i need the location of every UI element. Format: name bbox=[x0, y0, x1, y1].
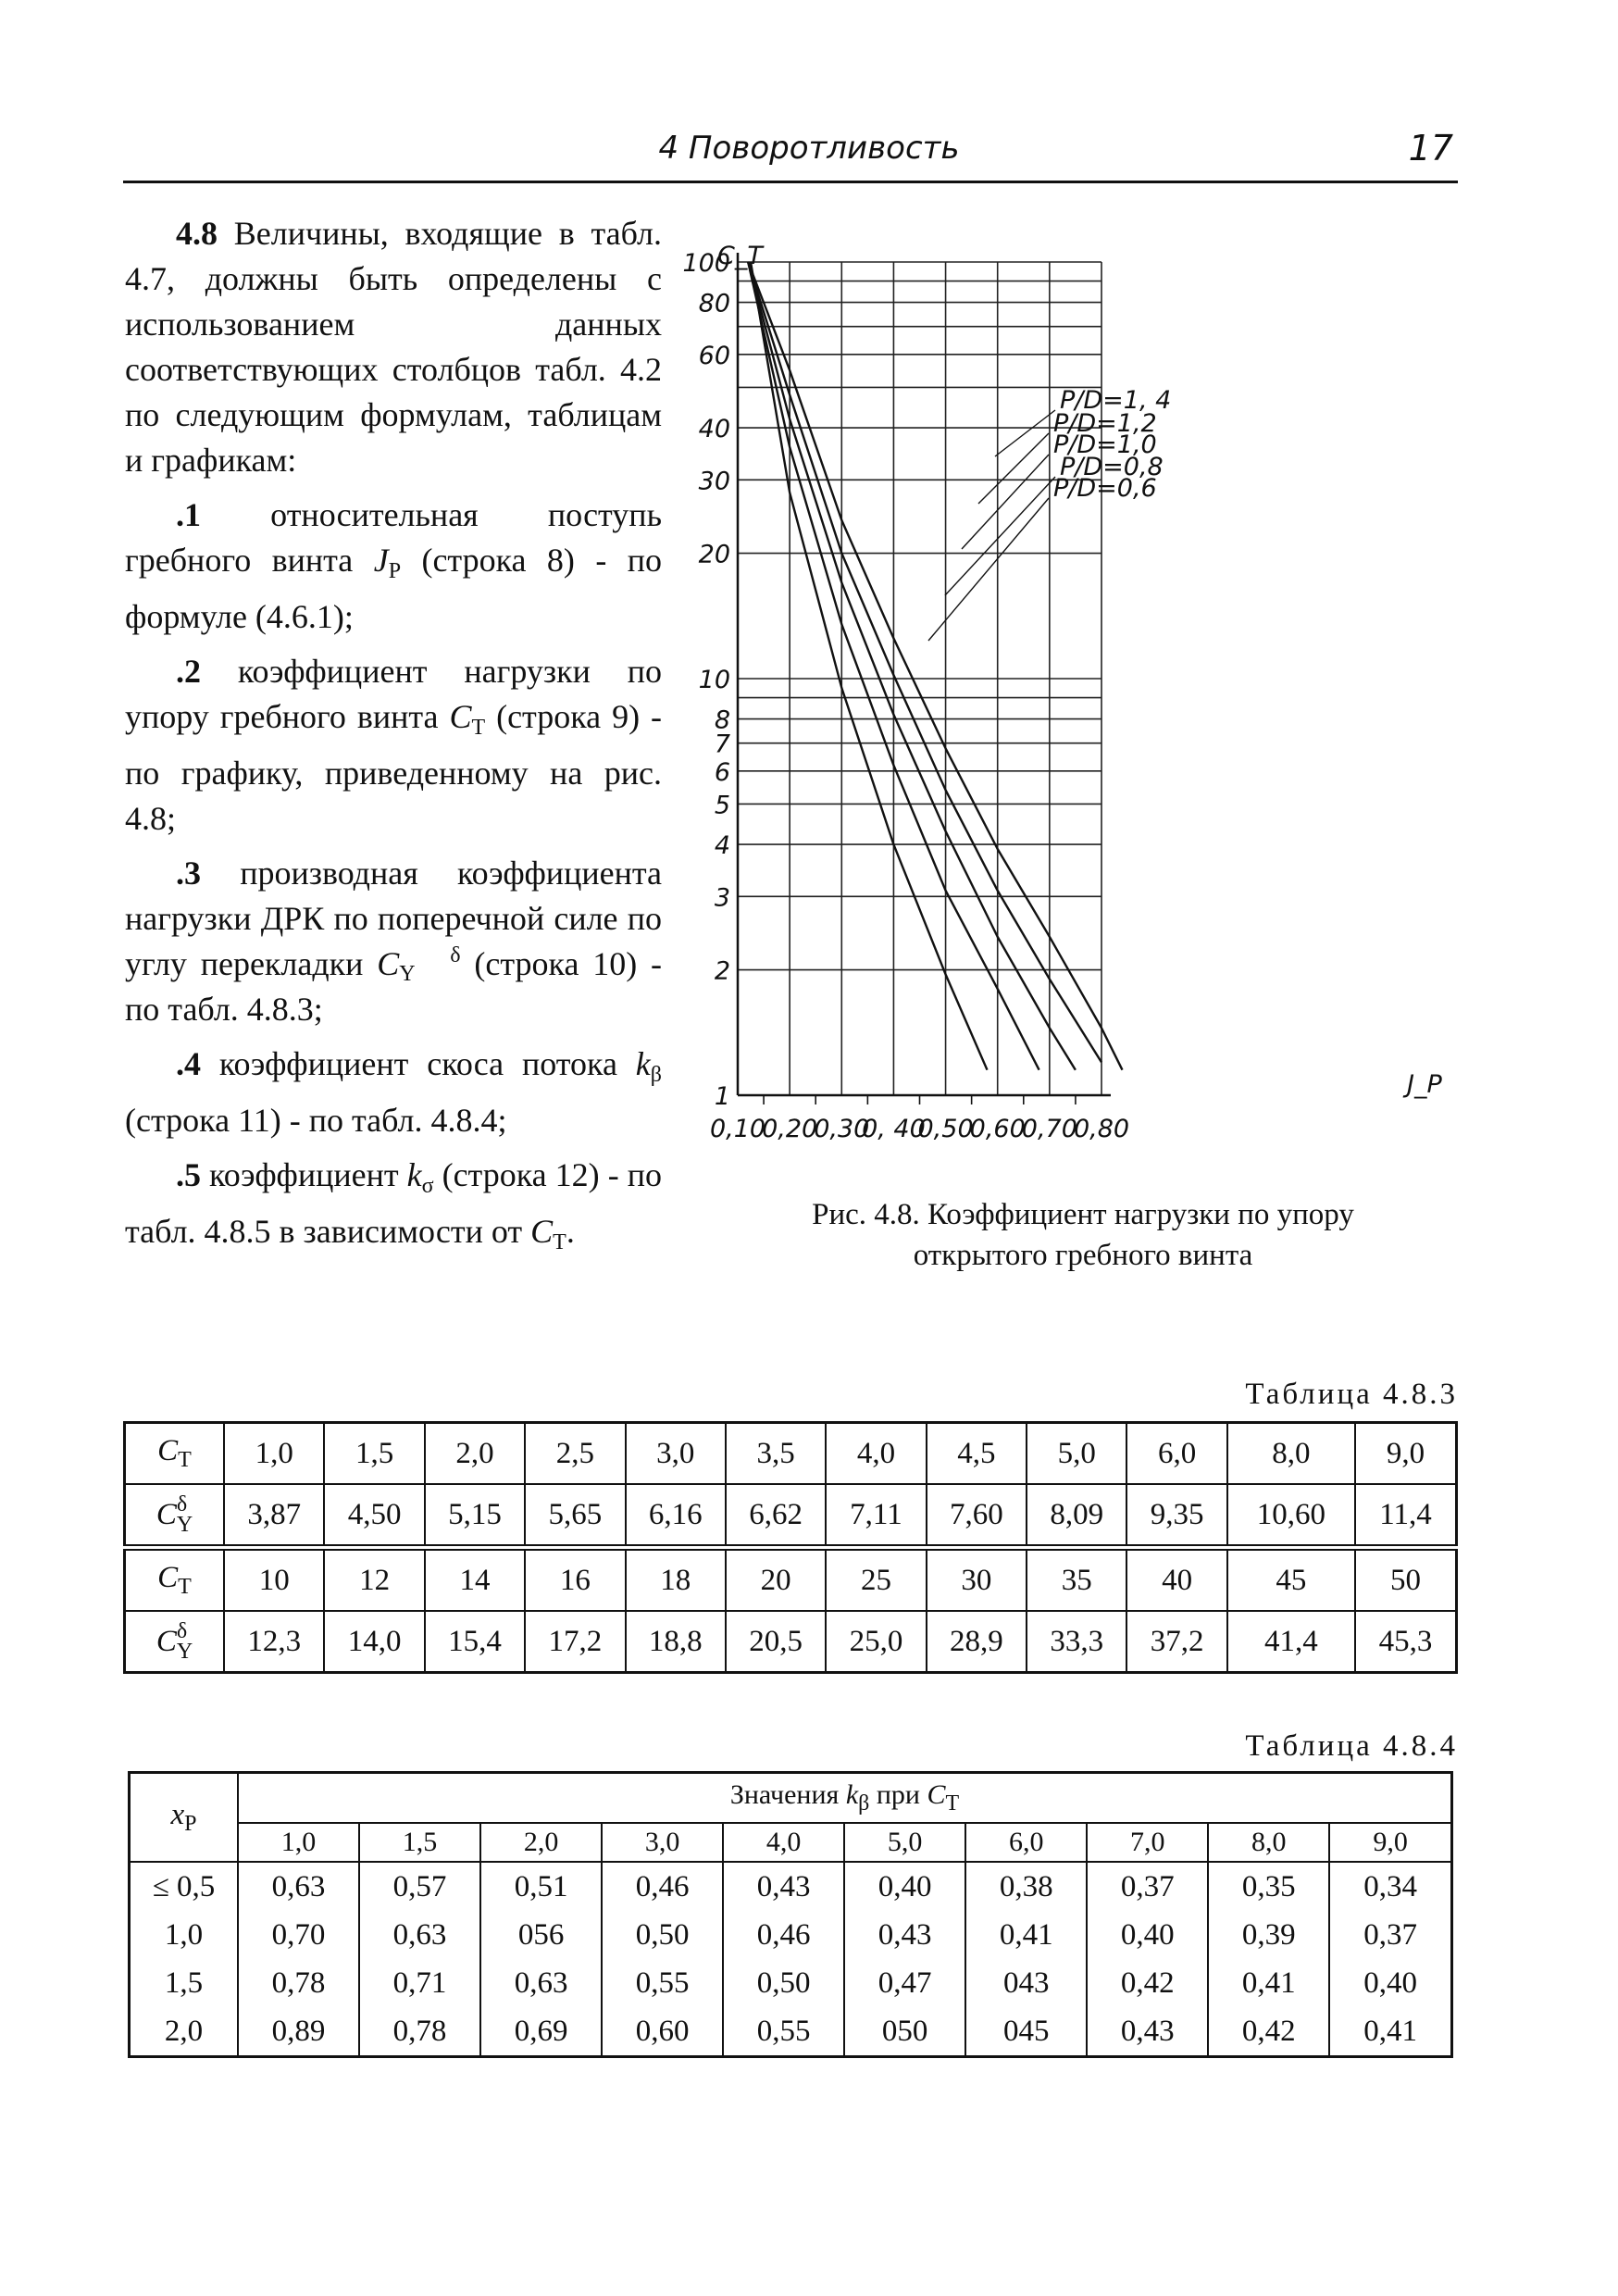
table-cell: 40 bbox=[1126, 1548, 1226, 1612]
table-cell: 0,55 bbox=[602, 1959, 723, 2007]
table-cell: 45,3 bbox=[1355, 1611, 1456, 1673]
table-cell: 9,0 bbox=[1355, 1423, 1456, 1485]
table-cell: 0,46 bbox=[602, 1862, 723, 1911]
table-cell: 0,41 bbox=[1329, 2007, 1451, 2057]
table-cell: 2,0 bbox=[425, 1423, 525, 1485]
curve-3 bbox=[748, 262, 1076, 1070]
symbol-sub: Y bbox=[399, 962, 416, 986]
y-tick-label: 1 bbox=[714, 1082, 730, 1111]
table-cell: 0,47 bbox=[844, 1959, 965, 2007]
table-cell: 4,50 bbox=[324, 1484, 424, 1548]
column-header: 6,0 bbox=[965, 1823, 1087, 1862]
table-cell: 25 bbox=[826, 1548, 926, 1612]
table-cell: 3,87 bbox=[224, 1484, 324, 1548]
item-4 bbox=[125, 1042, 662, 1143]
table-cell: 0,41 bbox=[965, 1911, 1087, 1959]
table-cell: 8,09 bbox=[1027, 1484, 1126, 1548]
item-1 bbox=[125, 493, 662, 640]
table-cell: 1,5 bbox=[324, 1423, 424, 1485]
table-cell: 0,41 bbox=[1208, 1959, 1329, 2007]
table-cell: 20 bbox=[726, 1548, 826, 1612]
head-sub: β bbox=[858, 1791, 870, 1816]
symbol: J bbox=[373, 542, 389, 579]
table-cell: 45 bbox=[1227, 1548, 1355, 1612]
column-header: 8,0 bbox=[1208, 1823, 1329, 1862]
section-text bbox=[125, 211, 662, 1275]
table-cell: 0,63 bbox=[238, 1862, 359, 1911]
item-text: (строка 8) - по формуле (4.6.1); bbox=[125, 542, 662, 635]
group-head-text: Значения bbox=[729, 1779, 846, 1810]
running-header-title: 4 Поворотливость bbox=[658, 130, 960, 167]
table-cell: 17,2 bbox=[525, 1611, 625, 1673]
legend-label: P/D=0,8 bbox=[1060, 453, 1164, 481]
table-cell: 0,50 bbox=[723, 1959, 844, 2007]
symbol-sub: Р bbox=[388, 559, 402, 583]
header-rule bbox=[123, 181, 1458, 183]
item-text: . bbox=[566, 1213, 575, 1250]
table-cell: 30 bbox=[927, 1548, 1027, 1612]
table-cell: 0,40 bbox=[1087, 1911, 1208, 1959]
intro-paragraph bbox=[125, 211, 662, 483]
y-tick-label: 60 bbox=[698, 341, 730, 370]
table-cell: 8,0 bbox=[1227, 1423, 1355, 1485]
table-cell: 0,46 bbox=[723, 1911, 844, 1959]
column-header: 7,0 bbox=[1087, 1823, 1208, 1862]
table-cell: 0,42 bbox=[1087, 1959, 1208, 2007]
figure-caption-line-1: Рис. 4.8. Коэффициент нагрузки по упору bbox=[812, 1198, 1354, 1231]
y-tick-label: 3 bbox=[714, 883, 730, 913]
table-cell: 7,11 bbox=[826, 1484, 926, 1548]
item-text: относительная поступь гребного винта bbox=[125, 496, 662, 579]
table-cell: 16 bbox=[525, 1548, 625, 1612]
table-cell: 41,4 bbox=[1227, 1611, 1355, 1673]
table-cell: 0,40 bbox=[844, 1862, 965, 1911]
item-3 bbox=[125, 851, 662, 1032]
item-text: (строка 11) - по табл. 4.8.4; bbox=[125, 1102, 507, 1139]
table-cell: 0,89 bbox=[238, 2007, 359, 2057]
symbol-sup: δ bbox=[450, 943, 461, 967]
page-number: 17 bbox=[1408, 128, 1453, 168]
y-tick-label: 6 bbox=[714, 757, 730, 787]
curve-4 bbox=[748, 262, 1101, 1062]
table-cell: 18 bbox=[626, 1548, 726, 1612]
table-cell: 0,37 bbox=[1329, 1911, 1451, 1959]
table-cell: 0,43 bbox=[723, 1862, 844, 1911]
y-tick-label: 8 bbox=[714, 705, 730, 735]
table-cell: 50 bbox=[1355, 1548, 1456, 1612]
y-tick-label: 100 bbox=[682, 249, 730, 278]
table-cell: 14 bbox=[425, 1548, 525, 1612]
table-cell: 0,60 bbox=[602, 2007, 723, 2057]
y-tick-label: 20 bbox=[698, 540, 730, 569]
symbol: k bbox=[406, 1156, 422, 1193]
table-cell: 15,4 bbox=[425, 1611, 525, 1673]
table-cell: 35 bbox=[1027, 1548, 1126, 1612]
x-axis-label: J_Р bbox=[1407, 1070, 1442, 1099]
table-cell: 0,42 bbox=[1208, 2007, 1329, 2057]
table-cell: 0,35 bbox=[1208, 1862, 1329, 1911]
row-label: 2,0 bbox=[130, 2007, 239, 2057]
table-row bbox=[125, 1611, 1457, 1673]
table-cell: 0,63 bbox=[359, 1911, 480, 1959]
symbol-sub: σ bbox=[421, 1174, 434, 1198]
table-cell: 0,78 bbox=[238, 1959, 359, 2007]
legend-leader bbox=[945, 477, 1055, 595]
table-cell: 7,60 bbox=[927, 1484, 1027, 1548]
item-number: .1 bbox=[176, 496, 201, 533]
table-cell: 0,51 bbox=[480, 1862, 602, 1911]
table-cell: 25,0 bbox=[826, 1611, 926, 1673]
table-cell: 6,0 bbox=[1126, 1423, 1226, 1485]
table-cell: 0,63 bbox=[480, 1959, 602, 2007]
intro-text: Величины, входящие в табл. 4.7, должны быть определены с использованием данных соответствующих столбцов табл. 4.2 по следующим формулам, таблицам и графикам: bbox=[125, 215, 662, 479]
column-header: 3,0 bbox=[602, 1823, 723, 1862]
figure-caption bbox=[722, 1194, 1444, 1276]
legend-leader bbox=[995, 410, 1055, 456]
table-cell: 0,40 bbox=[1329, 1959, 1451, 2007]
table-cell: 0,43 bbox=[1087, 2007, 1208, 2057]
y-tick-label: 80 bbox=[698, 289, 730, 318]
column-header: 2,0 bbox=[480, 1823, 602, 1862]
table-cell: 0,69 bbox=[480, 2007, 602, 2057]
item-number: .4 bbox=[176, 1045, 201, 1082]
legend-label: P/D=0,6 bbox=[1053, 474, 1157, 503]
x-tick-label: 0,10 bbox=[709, 1115, 766, 1143]
x-tick-label: 0,50 bbox=[917, 1115, 974, 1143]
symbol-sub: Т bbox=[553, 1230, 566, 1254]
item-number: .2 bbox=[176, 653, 201, 690]
table-cell: 10,60 bbox=[1227, 1484, 1355, 1548]
symbol: C bbox=[377, 945, 400, 982]
table-cell: 0,43 bbox=[844, 1911, 965, 1959]
table-row bbox=[125, 1484, 1457, 1548]
legend-label: P/D=1,2 bbox=[1053, 409, 1157, 438]
table-row bbox=[130, 1862, 1452, 1911]
y-axis-label: C_Т bbox=[717, 242, 763, 270]
row-label-cy: Cδ Y bbox=[125, 1611, 225, 1673]
y-tick-label: 10 bbox=[698, 666, 730, 694]
item-5 bbox=[125, 1153, 662, 1266]
symbol-sub: Т bbox=[471, 716, 486, 740]
table-cell: 9,35 bbox=[1126, 1484, 1226, 1548]
table-4-8-4-caption: Таблица 4.8.4 bbox=[1245, 1729, 1458, 1763]
column-header: 1,5 bbox=[359, 1823, 480, 1862]
head-symbol: C bbox=[927, 1779, 946, 1810]
symbol-supsub bbox=[399, 943, 461, 986]
symbol: C bbox=[530, 1213, 554, 1250]
table-cell: 056 bbox=[480, 1911, 602, 1959]
column-header: 9,0 bbox=[1329, 1823, 1451, 1862]
table-4-8-3-caption: Таблица 4.8.3 bbox=[1245, 1378, 1458, 1411]
figure-caption-line-2: открытого гребного винта bbox=[913, 1239, 1253, 1272]
chart-curves bbox=[748, 262, 1122, 1070]
x-tick-label: 0,70 bbox=[1021, 1115, 1077, 1143]
head-sub: Р bbox=[184, 1812, 197, 1836]
row-label-ct: $C_Т$ bbox=[125, 1423, 225, 1485]
table-cell: 0,70 bbox=[238, 1911, 359, 1959]
symbol: k bbox=[635, 1045, 651, 1082]
table-cell: 4,0 bbox=[826, 1423, 926, 1485]
y-tick-label: 5 bbox=[714, 791, 730, 820]
column-header: 4,0 bbox=[723, 1823, 844, 1862]
table-4-8-4 bbox=[128, 1771, 1453, 2058]
table-cell: 6,62 bbox=[726, 1484, 826, 1548]
table-cell: 3,0 bbox=[626, 1423, 726, 1485]
y-tick-label: 2 bbox=[714, 956, 730, 986]
y-tick-label: 30 bbox=[698, 467, 730, 496]
y-tick-label: 4 bbox=[714, 831, 730, 861]
table-cell: 5,65 bbox=[525, 1484, 625, 1548]
row-label: 1,5 bbox=[130, 1959, 239, 2007]
thrust-coefficient-chart bbox=[682, 222, 1458, 1167]
table-cell: 0,50 bbox=[602, 1911, 723, 1959]
group-head-text: при bbox=[869, 1779, 927, 1810]
table-row bbox=[130, 1959, 1452, 2007]
table-cell: 11,4 bbox=[1355, 1484, 1456, 1548]
x-tick-label: 0,30 bbox=[814, 1115, 870, 1143]
item-text: (строка 9) - по графику, приведенному на рис. 4.8; bbox=[125, 698, 662, 837]
table-cell: 0,57 bbox=[359, 1862, 480, 1911]
table-cell: 2,5 bbox=[525, 1423, 625, 1485]
table-cell: 045 bbox=[965, 2007, 1087, 2057]
table-head-xp bbox=[130, 1773, 239, 1863]
table-cell: 18,8 bbox=[626, 1611, 726, 1673]
table-cell: 0,55 bbox=[723, 2007, 844, 2057]
table-cell: 5,0 bbox=[1027, 1423, 1126, 1485]
x-tick-label: 0, 40 bbox=[862, 1115, 926, 1143]
item-text: (строка 12) - по табл. 4.8.5 в зависимости от bbox=[125, 1156, 662, 1250]
item-text: коэффициент bbox=[201, 1156, 407, 1193]
item-number: .5 bbox=[176, 1156, 201, 1193]
x-tick-label: 0,60 bbox=[969, 1115, 1026, 1143]
item-text: коэффициент скоса потока bbox=[201, 1045, 636, 1082]
item-text: коэффициент нагрузки по упору гребного винта bbox=[125, 653, 662, 735]
table-cell: 12 bbox=[324, 1548, 424, 1612]
table-cell: 37,2 bbox=[1126, 1611, 1226, 1673]
table-row bbox=[130, 2007, 1452, 2057]
table-cell: 20,5 bbox=[726, 1611, 826, 1673]
row-label: 1,0 bbox=[130, 1911, 239, 1959]
table-cell: 4,5 bbox=[927, 1423, 1027, 1485]
table-cell: 0,37 bbox=[1087, 1862, 1208, 1911]
table-cell: 1,0 bbox=[224, 1423, 324, 1485]
table-cell: 12,3 bbox=[224, 1611, 324, 1673]
table-cell: 3,5 bbox=[726, 1423, 826, 1485]
column-header: 1,0 bbox=[238, 1823, 359, 1862]
table-cell: 5,15 bbox=[425, 1484, 525, 1548]
table-row bbox=[125, 1548, 1457, 1612]
head-sub: Т bbox=[945, 1791, 960, 1816]
table-cell: 043 bbox=[965, 1959, 1087, 2007]
legend-label: P/D=1,0 bbox=[1053, 430, 1157, 459]
column-header: 5,0 bbox=[844, 1823, 965, 1862]
row-label: ≤ 0,5 bbox=[130, 1862, 239, 1911]
table-cell: 28,9 bbox=[927, 1611, 1027, 1673]
table-cell: 10 bbox=[224, 1548, 324, 1612]
symbol-sub: β bbox=[650, 1063, 662, 1087]
item-text: (строка 10) - по табл. 4.8.3; bbox=[125, 945, 662, 1028]
table-cell: 0,38 bbox=[965, 1862, 1087, 1911]
row-label-ct: $C_Т$ bbox=[125, 1548, 225, 1612]
x-tick-label: 0,80 bbox=[1073, 1115, 1130, 1143]
chart-ticks bbox=[682, 249, 1129, 1143]
y-tick-label: 40 bbox=[698, 415, 730, 444]
x-tick-label: 0,20 bbox=[762, 1115, 818, 1143]
item-number: .3 bbox=[176, 855, 201, 892]
table-cell: 0,78 bbox=[359, 2007, 480, 2057]
item-2 bbox=[125, 649, 662, 842]
section-number: 4.8 bbox=[176, 215, 218, 252]
table-cell: 14,0 bbox=[324, 1611, 424, 1673]
head-symbol: k bbox=[845, 1779, 859, 1810]
table-row bbox=[130, 1911, 1452, 1959]
table-cell: 33,3 bbox=[1027, 1611, 1126, 1673]
legend-leader bbox=[962, 455, 1049, 549]
table-cell: 050 bbox=[844, 2007, 965, 2057]
table-4-8-3 bbox=[123, 1421, 1458, 1674]
symbol: C bbox=[449, 698, 472, 735]
table-cell: 0,39 bbox=[1208, 1911, 1329, 1959]
table-cell: 0,71 bbox=[359, 1959, 480, 2007]
table-row bbox=[125, 1423, 1457, 1485]
item-text: производная коэффициента нагрузки ДРК по поперечной силе по углу перекладки bbox=[125, 855, 662, 982]
table-cell: 6,16 bbox=[626, 1484, 726, 1548]
table-group-head bbox=[238, 1773, 1452, 1824]
table-cell: 0,34 bbox=[1329, 1862, 1451, 1911]
legend-label: P/D=1, 4 bbox=[1060, 386, 1172, 415]
head-symbol: x bbox=[170, 1798, 185, 1831]
y-tick-label: 7 bbox=[714, 730, 730, 759]
row-label-cy: Cδ Y bbox=[125, 1484, 225, 1548]
